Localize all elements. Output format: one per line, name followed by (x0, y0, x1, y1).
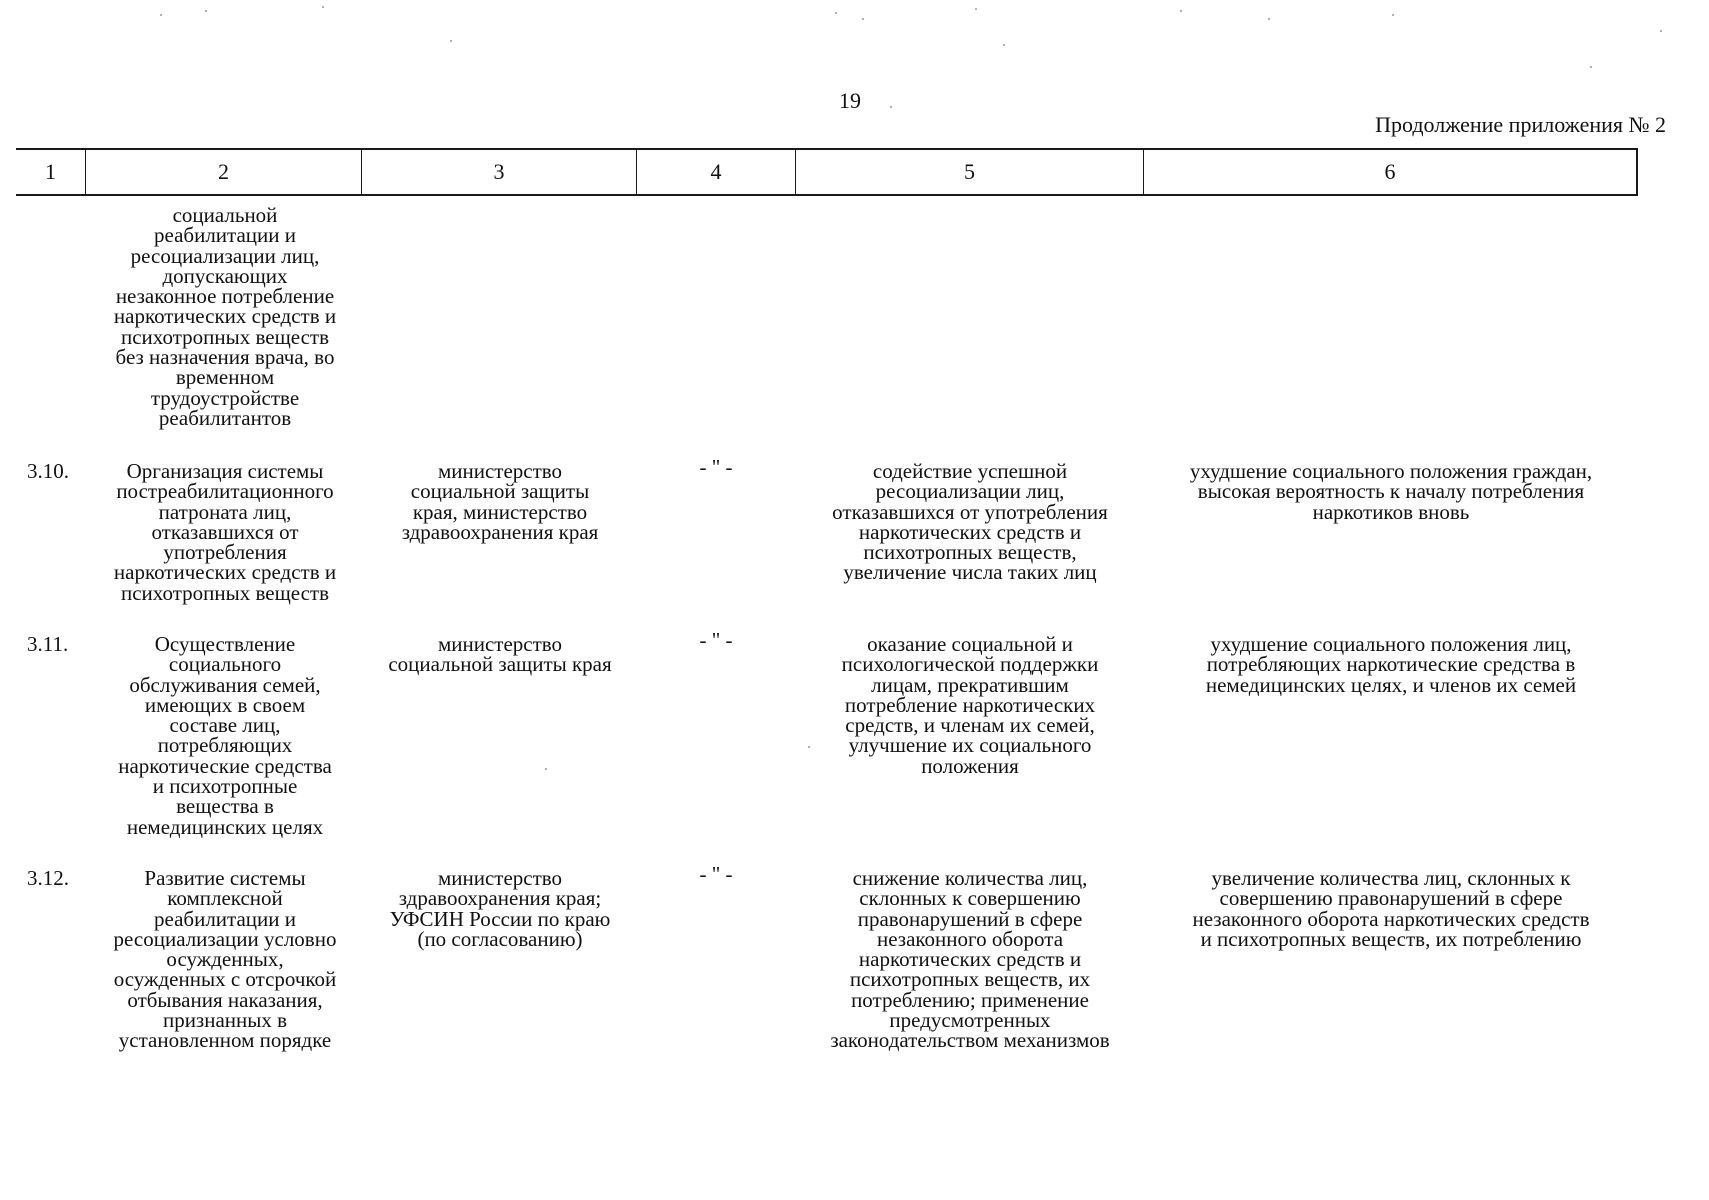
executor-cell: министерство социальной защиты края, министерство здравоохранения края (401, 459, 599, 544)
activity-cell: Организация системы постреабилитационного патроната лиц, отказавшихся от употребления наркотических средств и психотропных веществ (113, 459, 337, 605)
result-cell: оказание социальной и психологической поддержки лицам, прекратившим потребление наркотических средств, и членам их семей, улучшение их социального положения (841, 632, 1099, 778)
page-number: 19 (839, 88, 861, 113)
header-col-6: 6 (1143, 150, 1636, 194)
consequences-cell: ухудшение социального положения лиц, потребляющих наркотические средства в немедицинских целях, и членов их семей (1205, 632, 1577, 697)
table-header (16, 148, 1638, 196)
header-col-1: 1 (45, 159, 56, 184)
term-cell: - " - (699, 628, 733, 652)
continuation-label: Продолжение приложения № 2 (1375, 112, 1666, 137)
carryover-activity-text: социальной реабилитации и ресоциализации лиц, допускающих незаконное потребление наркотических средств и психотропных веществ без назначения врача, во временном трудоустройстве реабилитантов (113, 203, 337, 430)
result-cell: содействие успешной ресоциализации лиц, отказавшихся от употребления наркотических средств и психотропных веществ, увеличение числа таких лиц (832, 459, 1108, 585)
header-col-4: 4 (636, 150, 795, 194)
activity-cell: Осуществление социального обслуживания семей, имеющих в своем составе лиц, потребляющих наркотические средства и психотропные вещества в немедицинских целях (118, 632, 332, 839)
activity-cell: Развитие системы комплексной реабилитации и ресоциализации условно осужденных, осужденных с отсрочкой отбывания наказания, признанных в установленном порядке (113, 866, 337, 1053)
term-cell: - " - (699, 862, 733, 886)
header-col-2: 2 (85, 150, 361, 194)
row-number: 3.12. (27, 866, 69, 890)
executor-cell: министерство социальной защиты края (388, 632, 612, 677)
consequences-cell: увеличение количества лиц, склонных к совершению правонарушений в сфере незаконного оборота наркотических средств и психотропных веществ, их потреблению (1192, 866, 1590, 951)
row-number: 3.10. (27, 459, 69, 483)
row-number: 3.11. (27, 632, 69, 656)
executor-cell: министерство здравоохранения края; УФСИН России по краю (по согласованию) (389, 866, 611, 951)
header-col-3: 3 (361, 150, 636, 194)
consequences-cell: ухудшение социального положения граждан, высокая вероятность к началу потребления наркотиков вновь (1189, 459, 1593, 524)
result-cell: снижение количества лиц, склонных к совершению правонарушений в сфере незаконного оборота наркотических средств и психотропных веществ, их потреблению; применение предусмотренных законодательством механизмов (830, 866, 1110, 1053)
term-cell: - " - (699, 455, 733, 479)
header-col-5: 5 (795, 150, 1143, 194)
